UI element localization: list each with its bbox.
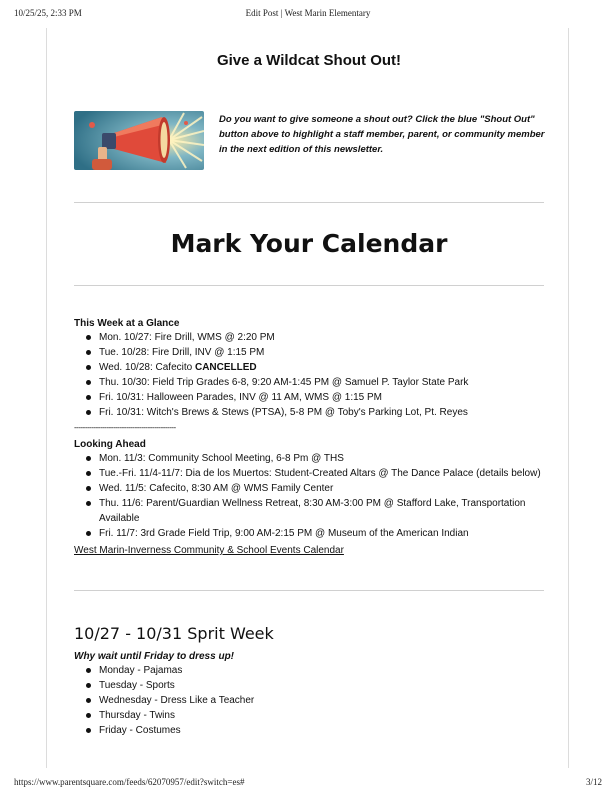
print-datetime: 10/25/25, 2:33 PM: [14, 8, 82, 18]
page-frame-left: [46, 28, 47, 768]
megaphone-icon: [74, 111, 204, 170]
print-url: https://www.parentsquare.com/feeds/62070957/edit?switch=es#: [14, 777, 245, 787]
list-item: Tue.-Fri. 11/4-11/7: Dia de los Muertos: Student-Created Altars @ The Dance Palace (details below): [74, 466, 554, 481]
list-item: Monday - Pajamas: [74, 663, 554, 678]
dash-divider: -----------------------------------------------: [74, 423, 176, 432]
list-item: Wed. 11/5: Cafecito, 8:30 AM @ WMS Family Center: [74, 481, 554, 496]
spirit-week-subtitle: Why wait until Friday to dress up!: [74, 651, 235, 662]
list-item: Thursday - Twins: [74, 708, 554, 723]
calendar-heading: Mark Your Calendar: [170, 229, 448, 258]
looking-ahead-label: Looking Ahead: [74, 439, 146, 450]
events-calendar-link[interactable]: West Marin-Inverness Community & School Events Calendar: [74, 545, 344, 556]
list-item: Wed. 10/28: Cafecito CANCELLED: [74, 360, 554, 375]
list-item: Fri. 10/31: Witch's Brews & Stews (PTSA), 5-8 PM @ Toby's Parking Lot, Pt. Reyes: [74, 405, 554, 420]
list-item: Fri. 11/7: 3rd Grade Field Trip, 9:00 AM-2:15 PM @ Museum of the American Indian: [74, 526, 554, 541]
list-item: Mon. 10/27: Fire Drill, WMS @ 2:20 PM: [74, 330, 554, 345]
list-item: Mon. 11/3: Community School Meeting, 6-8 Pm @ THS: [74, 451, 554, 466]
divider: [74, 590, 544, 591]
list-item: Friday - Costumes: [74, 723, 554, 738]
divider: [74, 285, 544, 286]
this-week-label: This Week at a Glance: [74, 318, 180, 329]
print-page-title: Edit Post | West Marin Elementary: [245, 8, 371, 18]
page-frame-right: [568, 28, 569, 768]
this-week-list: [74, 330, 554, 420]
spirit-week-heading: 10/27 - 10/31 Sprit Week: [74, 624, 274, 643]
divider: [74, 202, 544, 203]
list-item: Wednesday - Dress Like a Teacher: [74, 693, 554, 708]
looking-ahead-list: [74, 451, 554, 541]
print-header: [0, 8, 616, 22]
list-item: Thu. 10/30: Field Trip Grades 6-8, 9:20 AM-1:45 PM @ Samuel P. Taylor State Park: [74, 375, 554, 390]
list-item: Tuesday - Sports: [74, 678, 554, 693]
list-item: Tue. 10/28: Fire Drill, INV @ 1:15 PM: [74, 345, 554, 360]
print-footer: [0, 777, 616, 791]
shout-out-heading: Give a Wildcat Shout Out!: [216, 52, 402, 69]
print-page-number: 3/12: [585, 777, 602, 787]
cancelled-label: CANCELLED: [194, 362, 257, 373]
shout-out-text: Do you want to give someone a shout out? Click the blue "Shout Out" button above to highlight a staff member, parent, or community member in the next edition of this newsletter.: [219, 114, 545, 155]
list-item: Thu. 11/6: Parent/Guardian Wellness Retreat, 8:30 AM-3:00 PM @ Stafford Lake, Transportation Available: [74, 496, 529, 526]
list-item: Fri. 10/31: Halloween Parades, INV @ 11 AM, WMS @ 1:15 PM: [74, 390, 554, 405]
spirit-week-list: [74, 663, 554, 738]
